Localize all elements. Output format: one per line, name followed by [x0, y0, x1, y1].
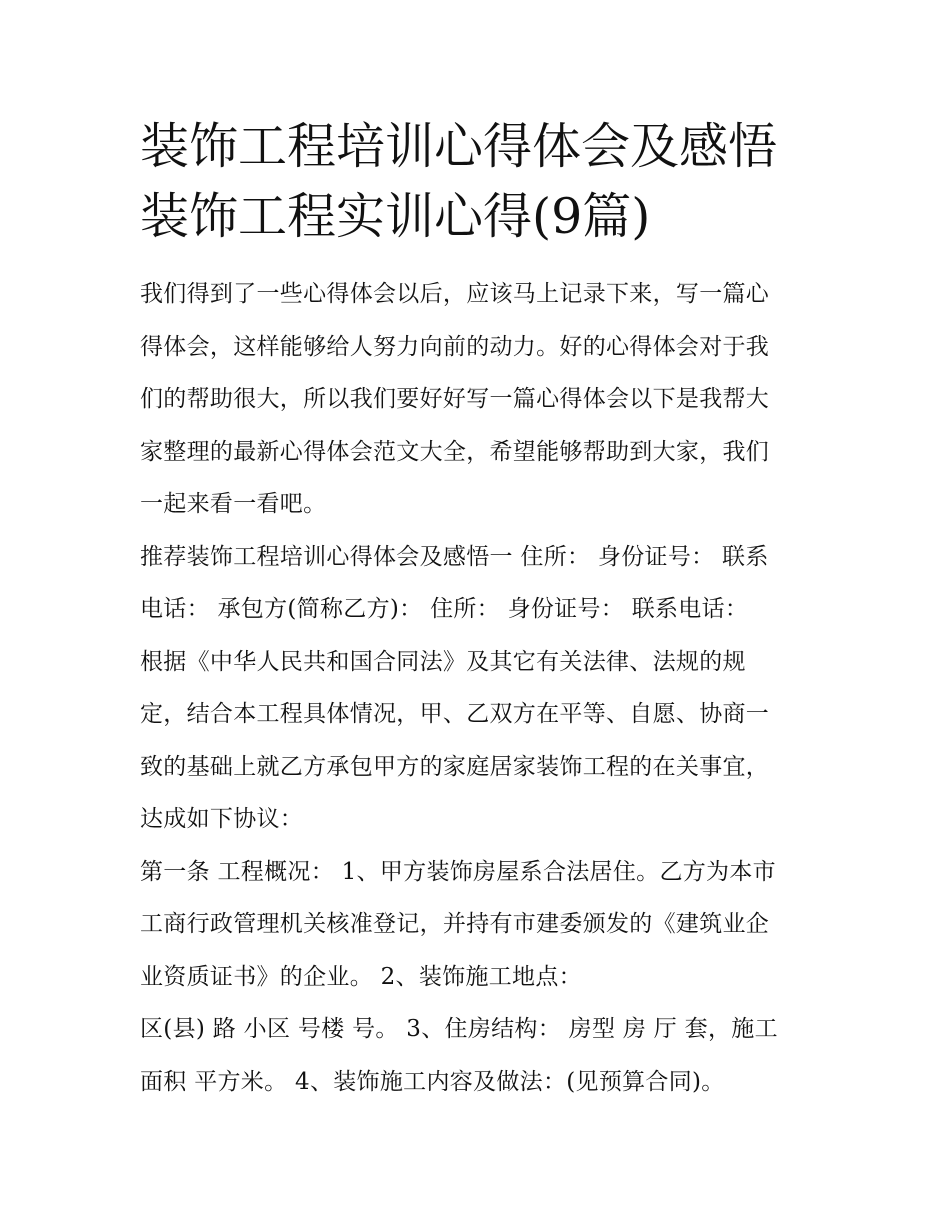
- text-line: 我们得到了一些心得体会以后，应该马上记录下来，写一篇心: [140, 281, 770, 307]
- text-line: 业资质证书》的企业。 2、装饰施工地点：: [140, 963, 582, 990]
- text-line: 一起来看一看吧。: [140, 491, 327, 517]
- document-title: [140, 112, 820, 252]
- text-line: 面积 平方米。 4、装饰施工内容及做法：(见预算合同)。: [140, 1068, 725, 1095]
- text-line: 达成如下协议：: [140, 806, 304, 832]
- intro-paragraph: [140, 268, 820, 531]
- site-details-paragraph: [140, 1003, 820, 1108]
- text-line: 得体会，这样能够给人努力向前的动力。好的心得体会对于我: [140, 333, 770, 360]
- title-line: 装饰工程实训心得(9篇): [140, 188, 651, 245]
- document-body: [140, 112, 820, 1108]
- text-line: 家整理的最新心得体会范文大全，希望能够帮助到大家，我们: [140, 438, 770, 465]
- article-one-paragraph: [140, 846, 820, 1004]
- text-line: 们的帮助很大，所以我们要好好写一篇心得体会以下是我帮大: [140, 386, 770, 412]
- text-line: 第一条 工程概况： 1、甲方装饰房屋系合法居住。乙方为本市: [140, 858, 776, 885]
- legal-basis-paragraph: [140, 636, 820, 846]
- text-line: 工商行政管理机关核准登记，并持有市建委颁发的《建筑业企: [140, 911, 770, 937]
- text-line: 推荐装饰工程培训心得体会及感悟一 住所： 身份证号： 联系: [140, 543, 769, 570]
- party-info-paragraph: [140, 531, 820, 636]
- title-line: 装饰工程培训心得体会及感悟: [140, 118, 778, 175]
- text-line: 区(县) 路 小区 号楼 号。 3、住房结构： 房型 房 厅 套，施工: [140, 1016, 778, 1042]
- text-line: 根据《中华人民共和国合同法》及其它有关法律、法规的规: [140, 648, 746, 675]
- text-line: 电话： 承包方(简称乙方)： 住所： 身份证号： 联系电话：: [140, 596, 749, 622]
- text-line: 定，结合本工程具体情况，甲、乙双方在平等、自愿、协商一: [140, 701, 770, 727]
- text-line: 致的基础上就乙方承包甲方的家庭居家装饰工程的在关事宜，: [140, 753, 770, 780]
